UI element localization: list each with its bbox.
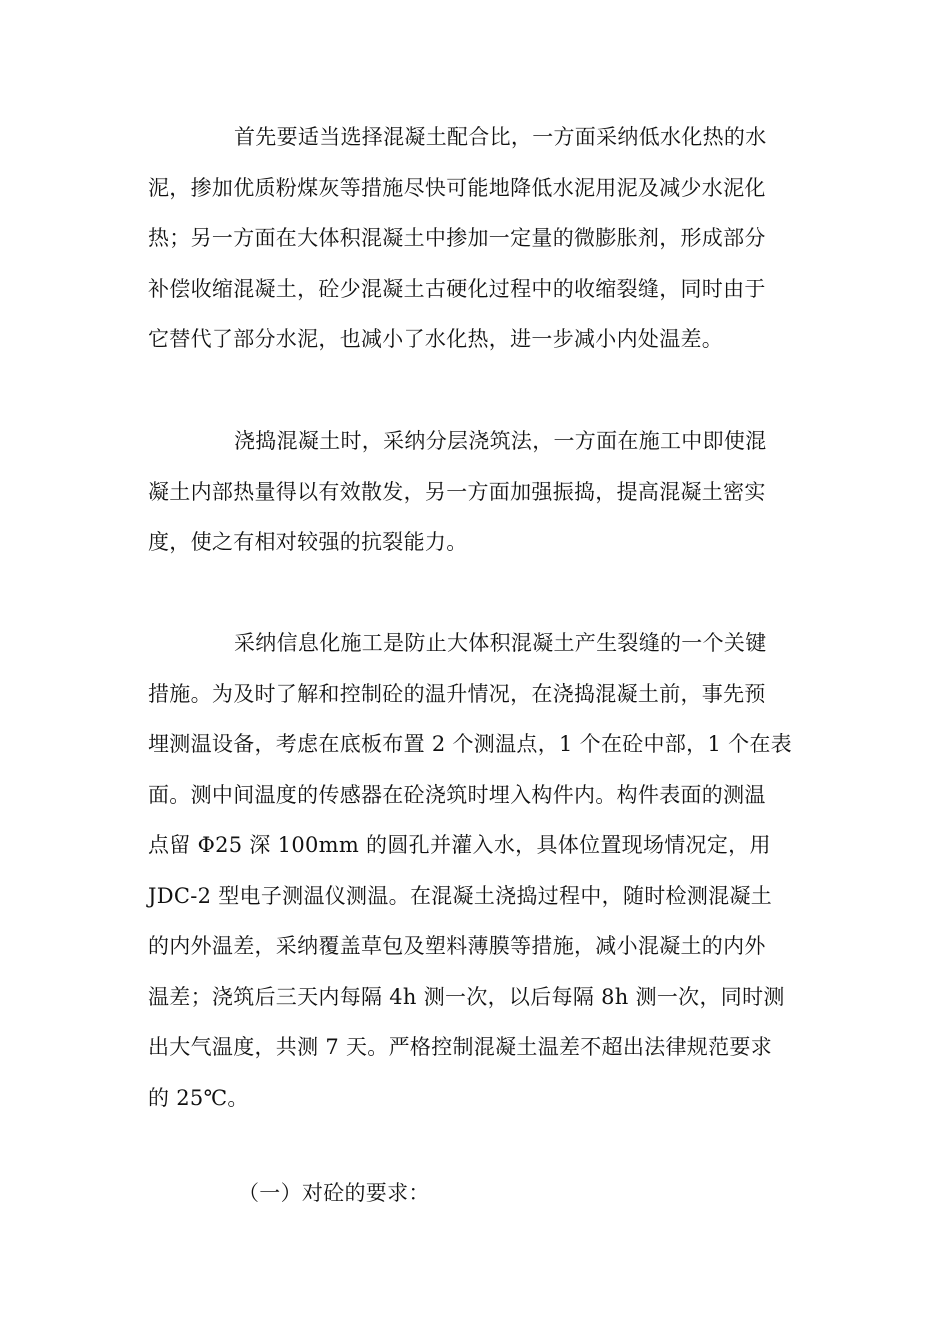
paragraph-pouring bbox=[148, 416, 808, 568]
text-line: 温差；浇筑后三天内每隔 4h 测一次，以后每隔 8h 测一次，同时测 bbox=[148, 984, 785, 1009]
text-line: 采纳信息化施工是防止大体积混凝土产生裂缝的一个关键 bbox=[234, 631, 767, 655]
text-line: 浇捣混凝土时，采纳分层浇筑法，一方面在施工中即使混 bbox=[234, 429, 767, 453]
paragraph-temperature-monitoring bbox=[148, 618, 808, 1123]
section-heading bbox=[238, 1168, 898, 1219]
text-line: 补偿收缩混凝土，砼少混凝土古硬化过程中的收缩裂缝，同时由于 bbox=[148, 276, 766, 301]
text-line: 的 25℃。 bbox=[148, 1085, 249, 1110]
text-line: 热；另一方面在大体积混凝土中掺加一定量的微膨胀剂，形成部分 bbox=[148, 226, 766, 250]
text-line: 措施。为及时了解和控制砼的温升情况，在浇捣混凝土前，事先预 bbox=[148, 681, 766, 706]
text-line: 埋测温设备，考虑在底板布置 2 个测温点，1 个在砼中部，1 个在表 bbox=[148, 732, 792, 756]
text-line: 出大气温度，共测 7 天。严格控制混凝土温差不超出法律规范要求 bbox=[148, 1035, 773, 1059]
heading-text: （一）对砼的要求： bbox=[238, 1181, 430, 1205]
text-line: 的内外温差，采纳覆盖草包及塑料薄膜等措施，减小混凝土的内外 bbox=[148, 934, 766, 958]
text-line: 首先要适当选择混凝土配合比，一方面采纳低水化热的水 bbox=[234, 125, 767, 149]
text-line: JDC-2 型电子测温仪测温。在混凝土浇捣过程中，随时检测混凝土 bbox=[148, 883, 773, 908]
text-line: 度，使之有相对较强的抗裂能力。 bbox=[148, 530, 468, 554]
paragraph-mix-ratio bbox=[148, 112, 808, 365]
text-line: 凝土内部热量得以有效散发，另一方面加强振捣，提高混凝土密实 bbox=[148, 479, 766, 504]
text-line: 它替代了部分水泥，也减小了水化热，进一步减小内处温差。 bbox=[148, 327, 724, 351]
text-line: 面。测中间温度的传感器在砼浇筑时埋入构件内。构件表面的测温 bbox=[148, 782, 766, 807]
text-line: 点留 Φ25 深 100mm 的圆孔并灌入水，具体位置现场情况定，用 bbox=[148, 833, 771, 857]
text-line: 泥，掺加优质粉煤灰等措施尽快可能地降低水泥用泥及减少水泥化 bbox=[148, 175, 766, 200]
